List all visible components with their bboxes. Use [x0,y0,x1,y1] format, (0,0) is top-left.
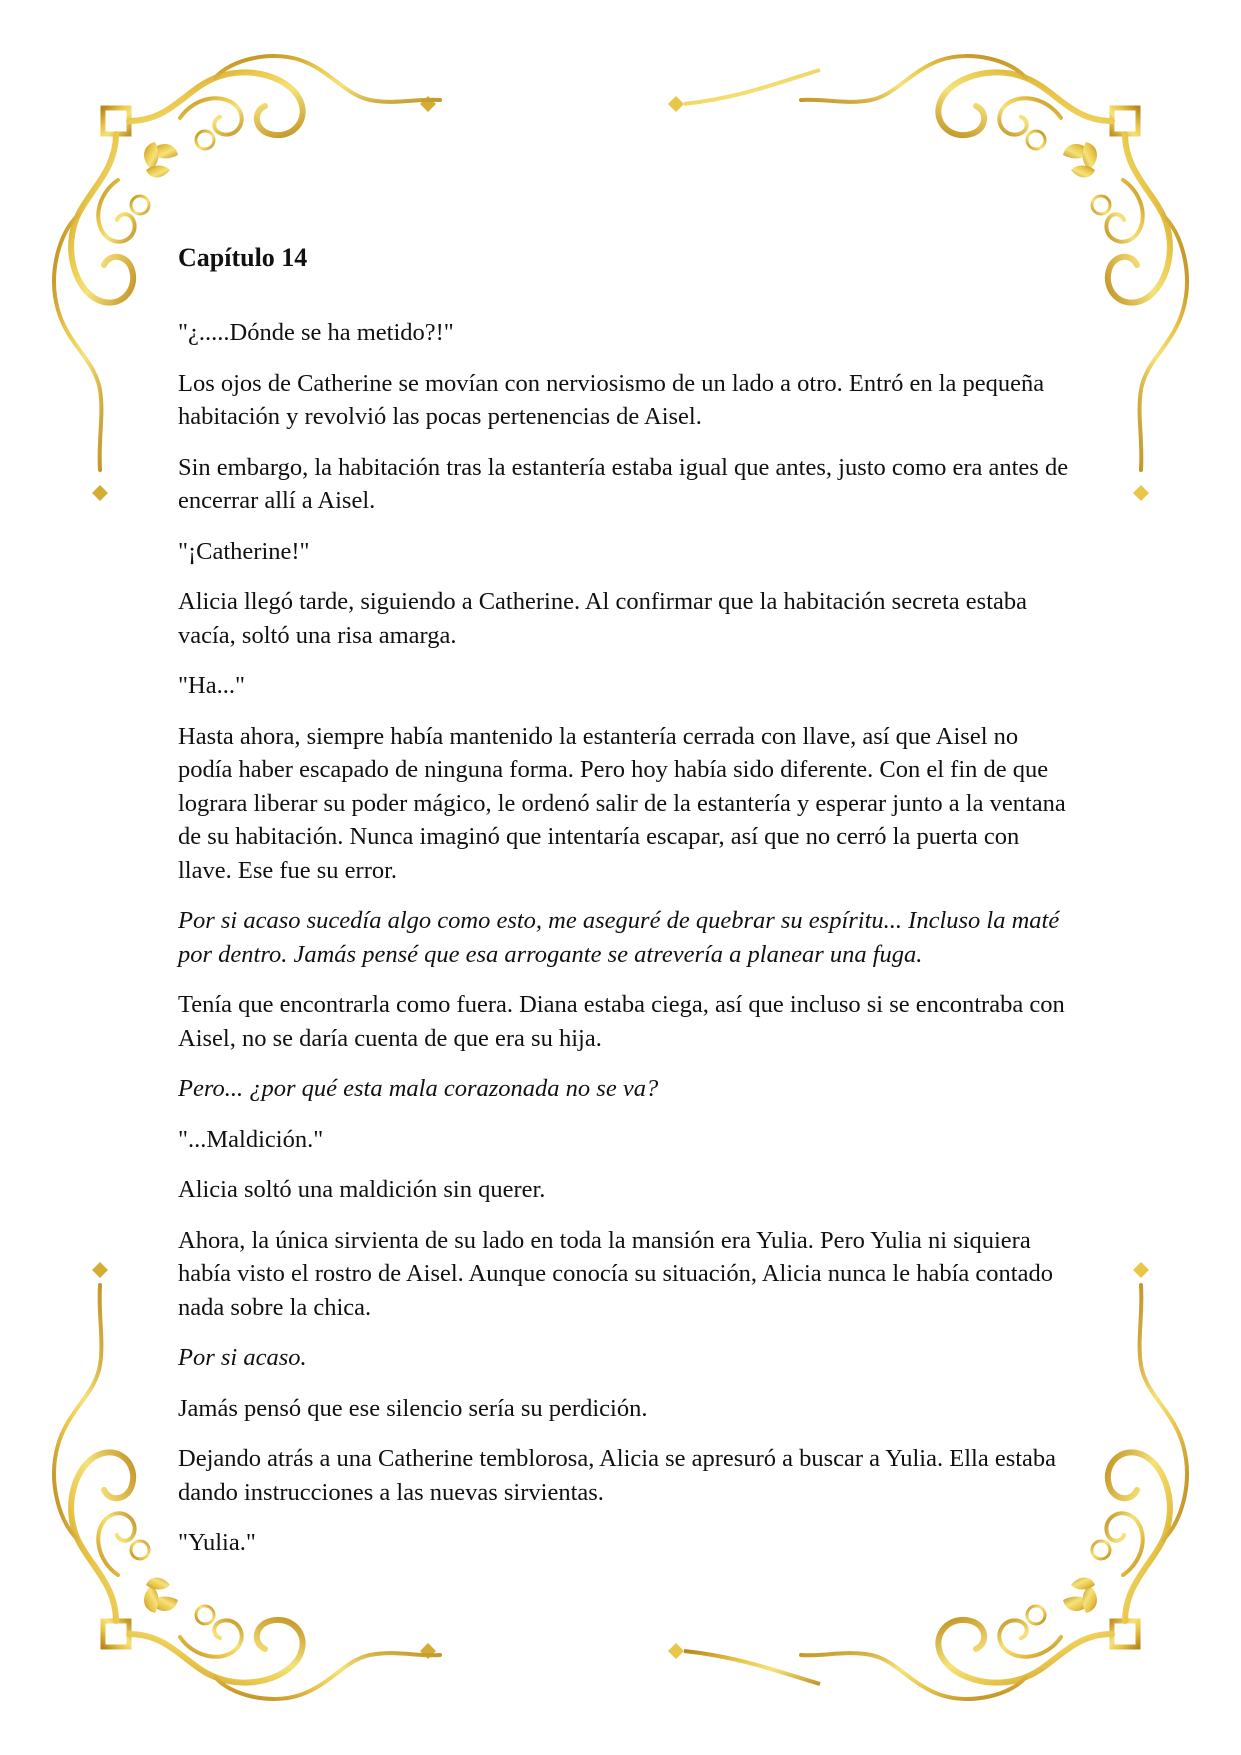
paragraph: Alicia soltó una maldición sin querer. [178,1176,546,1203]
paragraph: Sin embargo, la habitación tras la estantería estaba igual que antes, justo como era antes de encerrar allí a Aisel. [178,453,1069,514]
paragraph: Hasta ahora, siempre había mantenido la estantería cerrada con llave, así que Aisel no podía haber escapado de ninguna forma. Pero hoy había sido diferente. Con el fin de que lograra liberar su poder mágico, le ordenó salir de la estantería y esperar junto a la ventana de su habitación. Nunca imaginó que intentaría escapar, así que no cerró la puerta con llave. Ese fue su error. [178,722,1066,884]
paragraph: Alicia llegó tarde, siguiendo a Catherine. Al confirmar que la habitación secreta estaba vacía, soltó una risa amarga. [178,588,1027,649]
paragraph: "¿.....Dónde se ha metido?!" [178,319,454,346]
paragraph: Tenía que encontrarla como fuera. Diana estaba ciega, así que incluso si se encontraba con Aisel, no se daría cuenta de que era su hija. [178,991,1065,1052]
paragraph: Ahora, la única sirvienta de su lado en toda la mansión era Yulia. Pero Yulia ni siquiera había visto el rostro de Aisel. Aunque conocía su situación, Alicia nunca le había contado nada sobre la chica. [178,1226,1053,1321]
paragraph-italic: Pero... ¿por qué esta mala corazonada no se va? [178,1075,659,1102]
paragraph-list [178,316,1078,1560]
paragraph: "Yulia." [178,1529,256,1556]
paragraph: Dejando atrás a una Catherine temblorosa, Alicia se apresuró a buscar a Yulia. Ella estaba dando instrucciones a las nuevas sirvientas. [178,1445,1057,1506]
paragraph: "¡Catherine!" [178,537,310,565]
paragraph: Jamás pensó que ese silencio sería su perdición. [178,1394,648,1422]
paragraph-italic: Por si acaso. [178,1344,307,1371]
paragraph-italic: Por si acaso sucedía algo como esto, me aseguré de quebrar su espíritu... Incluso la maté por dentro. Jamás pensé que esa arrogante se atrevería a planear una fuga. [178,907,1060,968]
paragraph: Los ojos de Catherine se movían con nerviosismo de un lado a otro. Entró en la pequeña habitación y revolvió las pocas pertenencias de Aisel. [178,369,1045,430]
document-body [178,240,1078,1577]
chapter-title: Capítulo 14 [178,243,308,272]
paragraph: "...Maldición." [178,1125,324,1153]
paragraph: "Ha..." [178,672,245,699]
